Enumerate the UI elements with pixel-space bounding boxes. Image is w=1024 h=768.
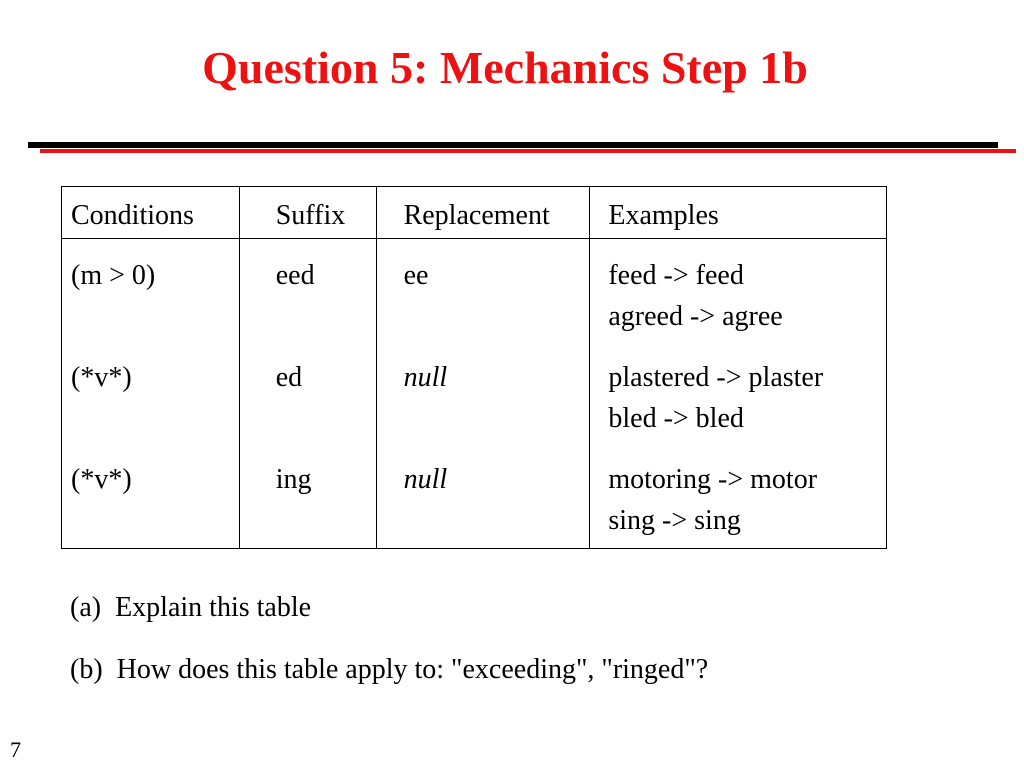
row-replacement: null [376,443,590,549]
question-a: (a) Explain this table [70,592,312,623]
table-row [62,443,887,549]
question-b: (b) How does this table apply to: "exceeding", "ringed"? [70,654,709,685]
example-line: agreed -> agree [608,301,783,332]
row-suffix: eed [239,239,376,341]
table-header-row [62,187,887,239]
row-suffix: ed [239,341,376,443]
row-condition: (m > 0) [62,239,240,341]
row-condition: (*v*) [62,443,240,549]
row-examples [590,443,887,549]
example-line: motoring -> motor [608,463,818,495]
row-replacement: ee [376,239,590,341]
page-number: 7 [10,737,21,762]
table-row [62,341,887,443]
slide-title: Question 5: Mechanics Step 1b [202,42,808,93]
example-line: sing -> sing [608,504,741,536]
header-conditions: Conditions [62,187,240,239]
example-line: plastered -> plaster [608,361,824,393]
example-line: feed -> feed [608,260,744,291]
title-rule-black [28,142,998,148]
row-condition: (*v*) [62,341,240,443]
example-line: bled -> bled [608,402,744,434]
row-examples [590,239,887,341]
header-suffix: Suffix [239,187,376,239]
row-replacement: null [376,341,590,443]
row-examples [590,341,887,443]
stemming-rules-table [61,186,887,549]
title-rule-red [40,149,1016,153]
header-examples: Examples [590,187,887,239]
row-suffix: ing [239,443,376,549]
header-replacement: Replacement [376,187,590,239]
table-row [62,239,887,341]
